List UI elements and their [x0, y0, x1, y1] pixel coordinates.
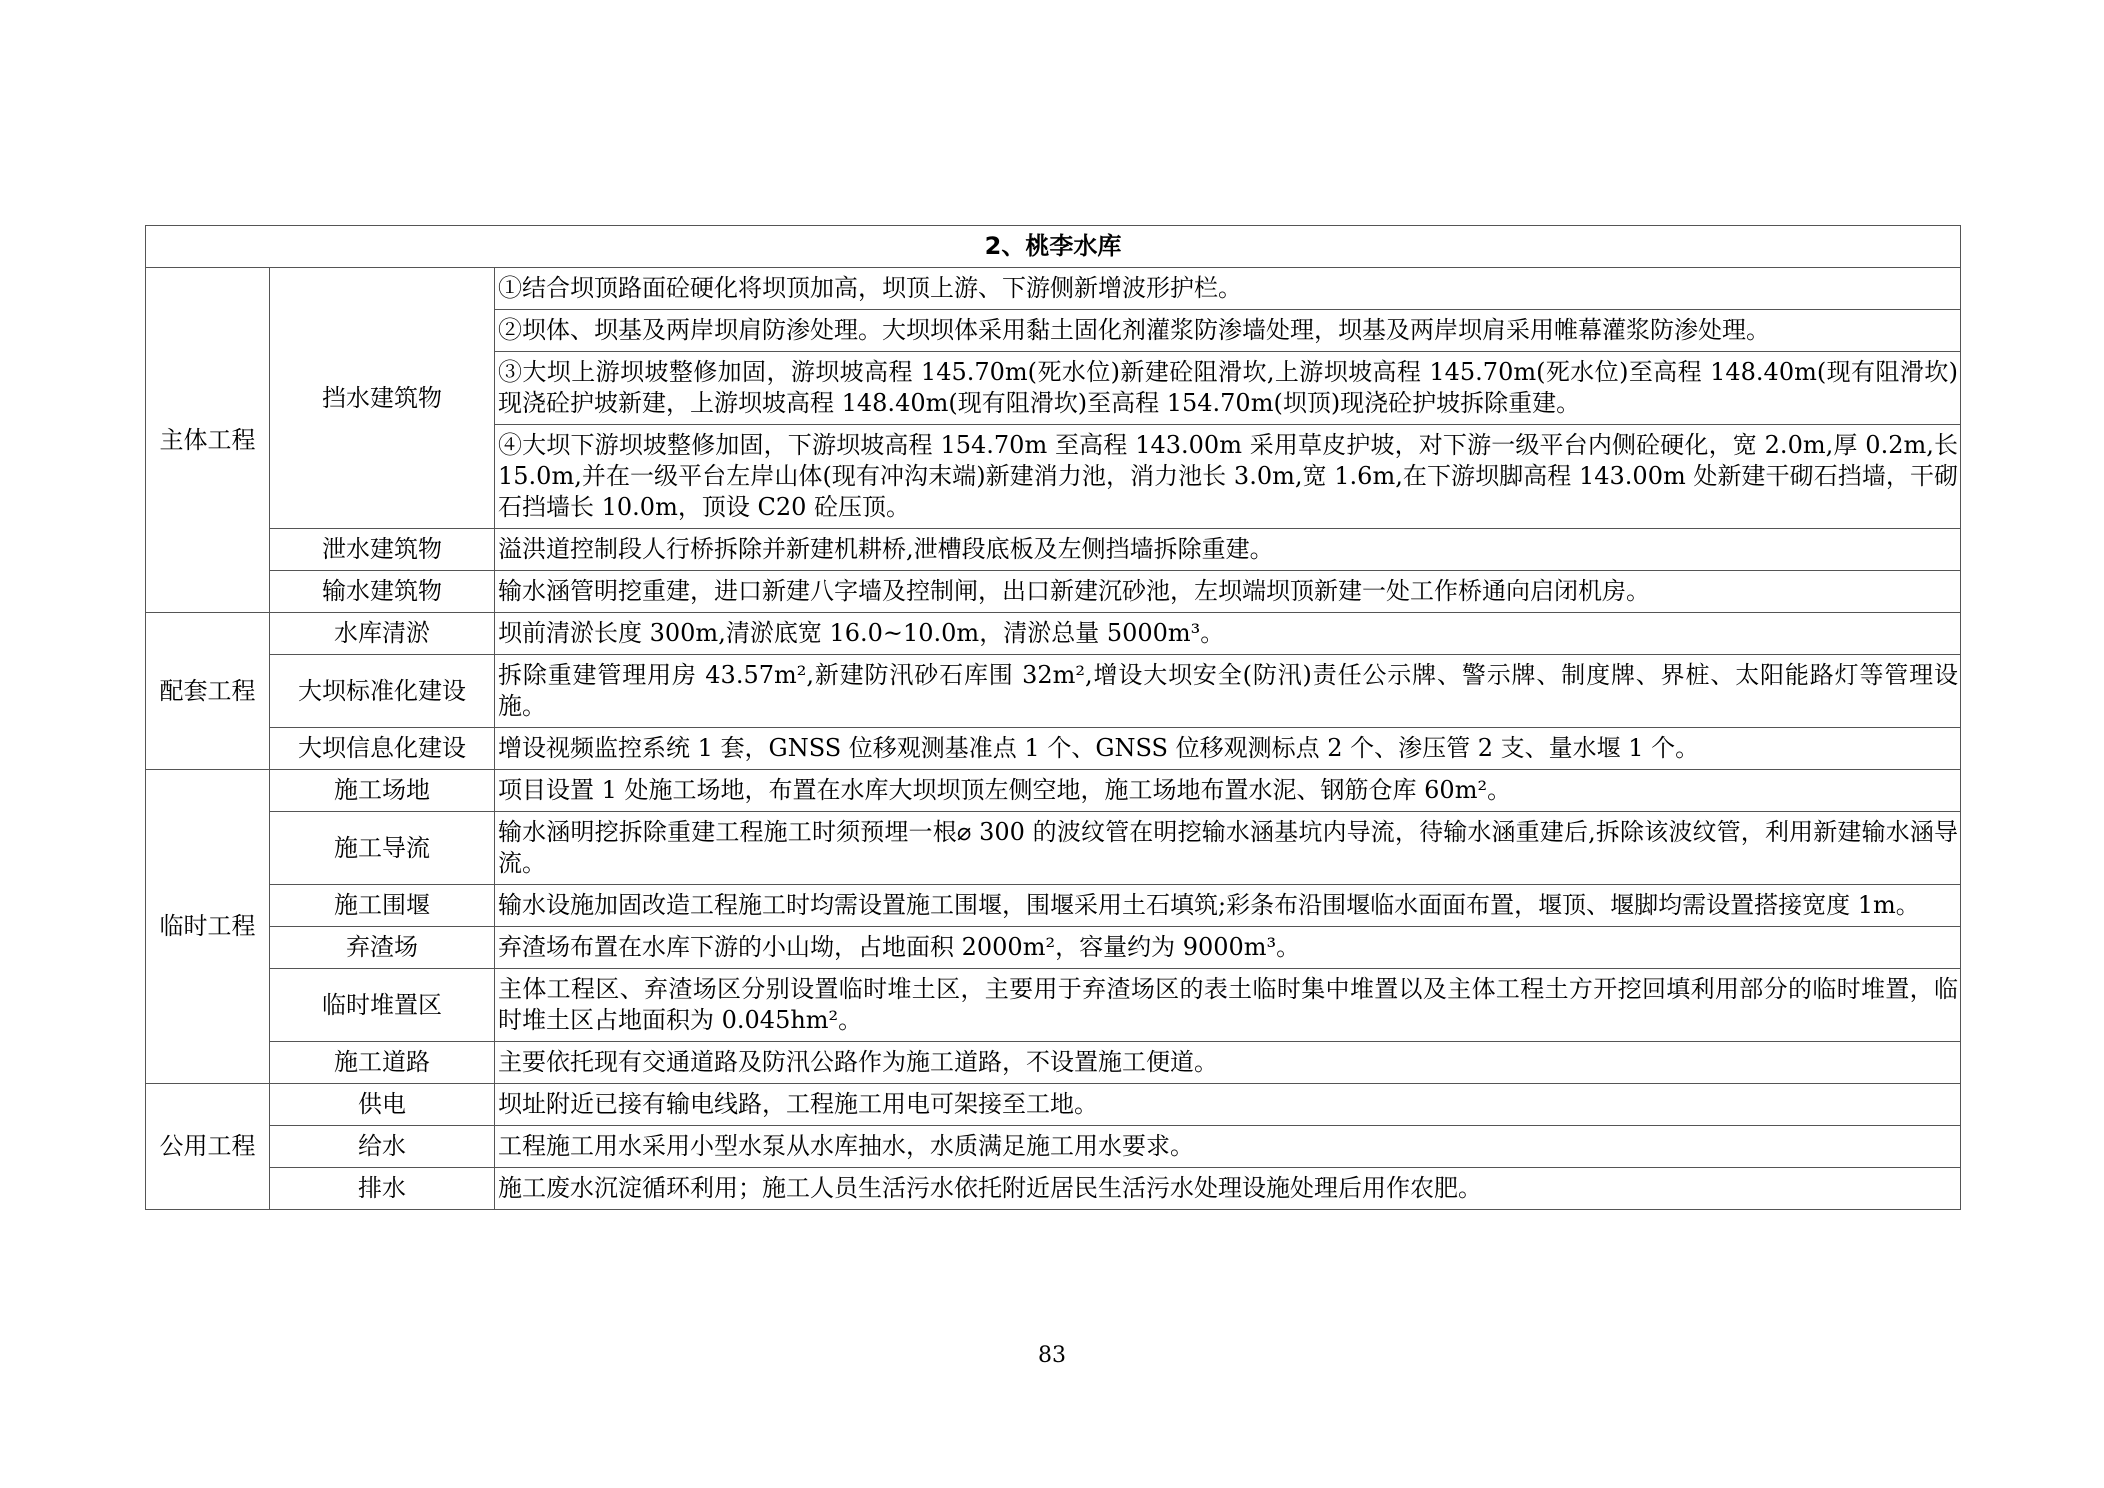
- description-cell: 增设视频监控系统 1 套，GNSS 位移观测基准点 1 个、GNSS 位移观测标点 2 个、渗压管 2 支、量水堰 1 个。: [495, 728, 1961, 770]
- description-cell: ④大坝下游坝坡整修加固，下游坝坡高程 154.70m 至高程 143.00m 采用草皮护坡，对下游一级平台内侧砼硬化，宽 2.0m,厚 0.2m,长 15.0m,并在一级平台左岸山体(现有冲沟末端)新建消力池，消力池长 3.0m,宽 1.6m,在下游坝脚高程 143.00m 处新建干砌石挡墙，干砌石挡墙长 10.0m，顶设 C20 砼压顶。: [495, 425, 1961, 529]
- description-cell: 主要依托现有交通道路及防汛公路作为施工道路，不设置施工便道。: [495, 1042, 1961, 1084]
- table-row: [146, 268, 1961, 310]
- description-cell: ①结合坝顶路面砼硬化将坝顶加高，坝顶上游、下游侧新增波形护栏。: [495, 268, 1961, 310]
- subcategory-cell: 给水: [270, 1126, 495, 1168]
- page-number: 83: [1038, 1343, 1066, 1368]
- description-cell: 输水涵明挖拆除重建工程施工时须预埋一根⌀ 300 的波纹管在明挖输水涵基坑内导流，待输水涵重建后,拆除该波纹管，利用新建输水涵导流。: [495, 812, 1961, 885]
- subcategory-cell: 供电: [270, 1084, 495, 1126]
- table-row: [146, 655, 1961, 728]
- description-cell: 坝前清淤长度 300m,清淤底宽 16.0~10.0m，清淤总量 5000m³。: [495, 613, 1961, 655]
- description-cell: ③大坝上游坝坡整修加固，游坝坡高程 145.70m(死水位)新建砼阻滑坎,上游坝坡高程 145.70m(死水位)至高程 148.40m(现有阻滑坎)现浇砼护坡新建，上游坝坡高程 148.40m(现有阻滑坎)至高程 154.70m(坝顶)现浇砼护坡拆除重建。: [495, 352, 1961, 425]
- table-row: [146, 1042, 1961, 1084]
- category-cell: 配套工程: [146, 613, 270, 770]
- description-cell: 弃渣场布置在水库下游的小山坳，占地面积 2000m²，容量约为 9000m³。: [495, 927, 1961, 969]
- subcategory-cell: 输水建筑物: [270, 571, 495, 613]
- table-row: [146, 1084, 1961, 1126]
- table-row: [146, 529, 1961, 571]
- subcategory-cell: 排水: [270, 1168, 495, 1210]
- subcategory-cell: 水库清淤: [270, 613, 495, 655]
- subcategory-cell: 挡水建筑物: [270, 268, 495, 529]
- category-cell: 公用工程: [146, 1084, 270, 1210]
- description-cell: 坝址附近已接有输电线路，工程施工用电可架接至工地。: [495, 1084, 1961, 1126]
- description-cell: 施工废水沉淀循环利用；施工人员生活污水依托附近居民生活污水处理设施处理后用作农肥。: [495, 1168, 1961, 1210]
- description-cell: ②坝体、坝基及两岸坝肩防渗处理。大坝坝体采用黏土固化剂灌浆防渗墙处理，坝基及两岸坝肩采用帷幕灌浆防渗处理。: [495, 310, 1961, 352]
- subcategory-cell: 大坝标准化建设: [270, 655, 495, 728]
- description-cell: 项目设置 1 处施工场地，布置在水库大坝坝顶左侧空地，施工场地布置水泥、钢筋仓库 60m²。: [495, 770, 1961, 812]
- subcategory-cell: 施工导流: [270, 812, 495, 885]
- subcategory-cell: 弃渣场: [270, 927, 495, 969]
- subcategory-cell: 施工道路: [270, 1042, 495, 1084]
- table-title-row: [146, 226, 1961, 268]
- subcategory-cell: 施工场地: [270, 770, 495, 812]
- table-row: [146, 927, 1961, 969]
- subcategory-cell: 临时堆置区: [270, 969, 495, 1042]
- table-title: 2、桃李水库: [146, 226, 1961, 268]
- subcategory-cell: 施工围堰: [270, 885, 495, 927]
- description-cell: 工程施工用水采用小型水泵从水库抽水，水质满足施工用水要求。: [495, 1126, 1961, 1168]
- description-cell: 溢洪道控制段人行桥拆除并新建机耕桥,泄槽段底板及左侧挡墙拆除重建。: [495, 529, 1961, 571]
- subcategory-cell: 大坝信息化建设: [270, 728, 495, 770]
- table-row: [146, 770, 1961, 812]
- description-cell: 输水涵管明挖重建，进口新建八字墙及控制闸，出口新建沉砂池，左坝端坝顶新建一处工作桥通向启闭机房。: [495, 571, 1961, 613]
- category-cell: 主体工程: [146, 268, 270, 613]
- table-row: [146, 885, 1961, 927]
- table-row: [146, 969, 1961, 1042]
- description-cell: 拆除重建管理用房 43.57m²,新建防汛砂石库围 32m²,增设大坝安全(防汛)责任公示牌、警示牌、制度牌、界桩、太阳能路灯等管理设施。: [495, 655, 1961, 728]
- project-table: [145, 225, 1961, 1210]
- table-row: [146, 1126, 1961, 1168]
- table-row: [146, 571, 1961, 613]
- table-row: [146, 1168, 1961, 1210]
- category-cell: 临时工程: [146, 770, 270, 1084]
- subcategory-cell: 泄水建筑物: [270, 529, 495, 571]
- table-row: [146, 812, 1961, 885]
- description-cell: 主体工程区、弃渣场区分别设置临时堆土区，主要用于弃渣场区的表土临时集中堆置以及主体工程土方开挖回填利用部分的临时堆置，临时堆土区占地面积为 0.045hm²。: [495, 969, 1961, 1042]
- table-row: [146, 613, 1961, 655]
- table-row: [146, 728, 1961, 770]
- description-cell: 输水设施加固改造工程施工时均需设置施工围堰，围堰采用土石填筑;彩条布沿围堰临水面面布置，堰顶、堰脚均需设置搭接宽度 1m。: [495, 885, 1961, 927]
